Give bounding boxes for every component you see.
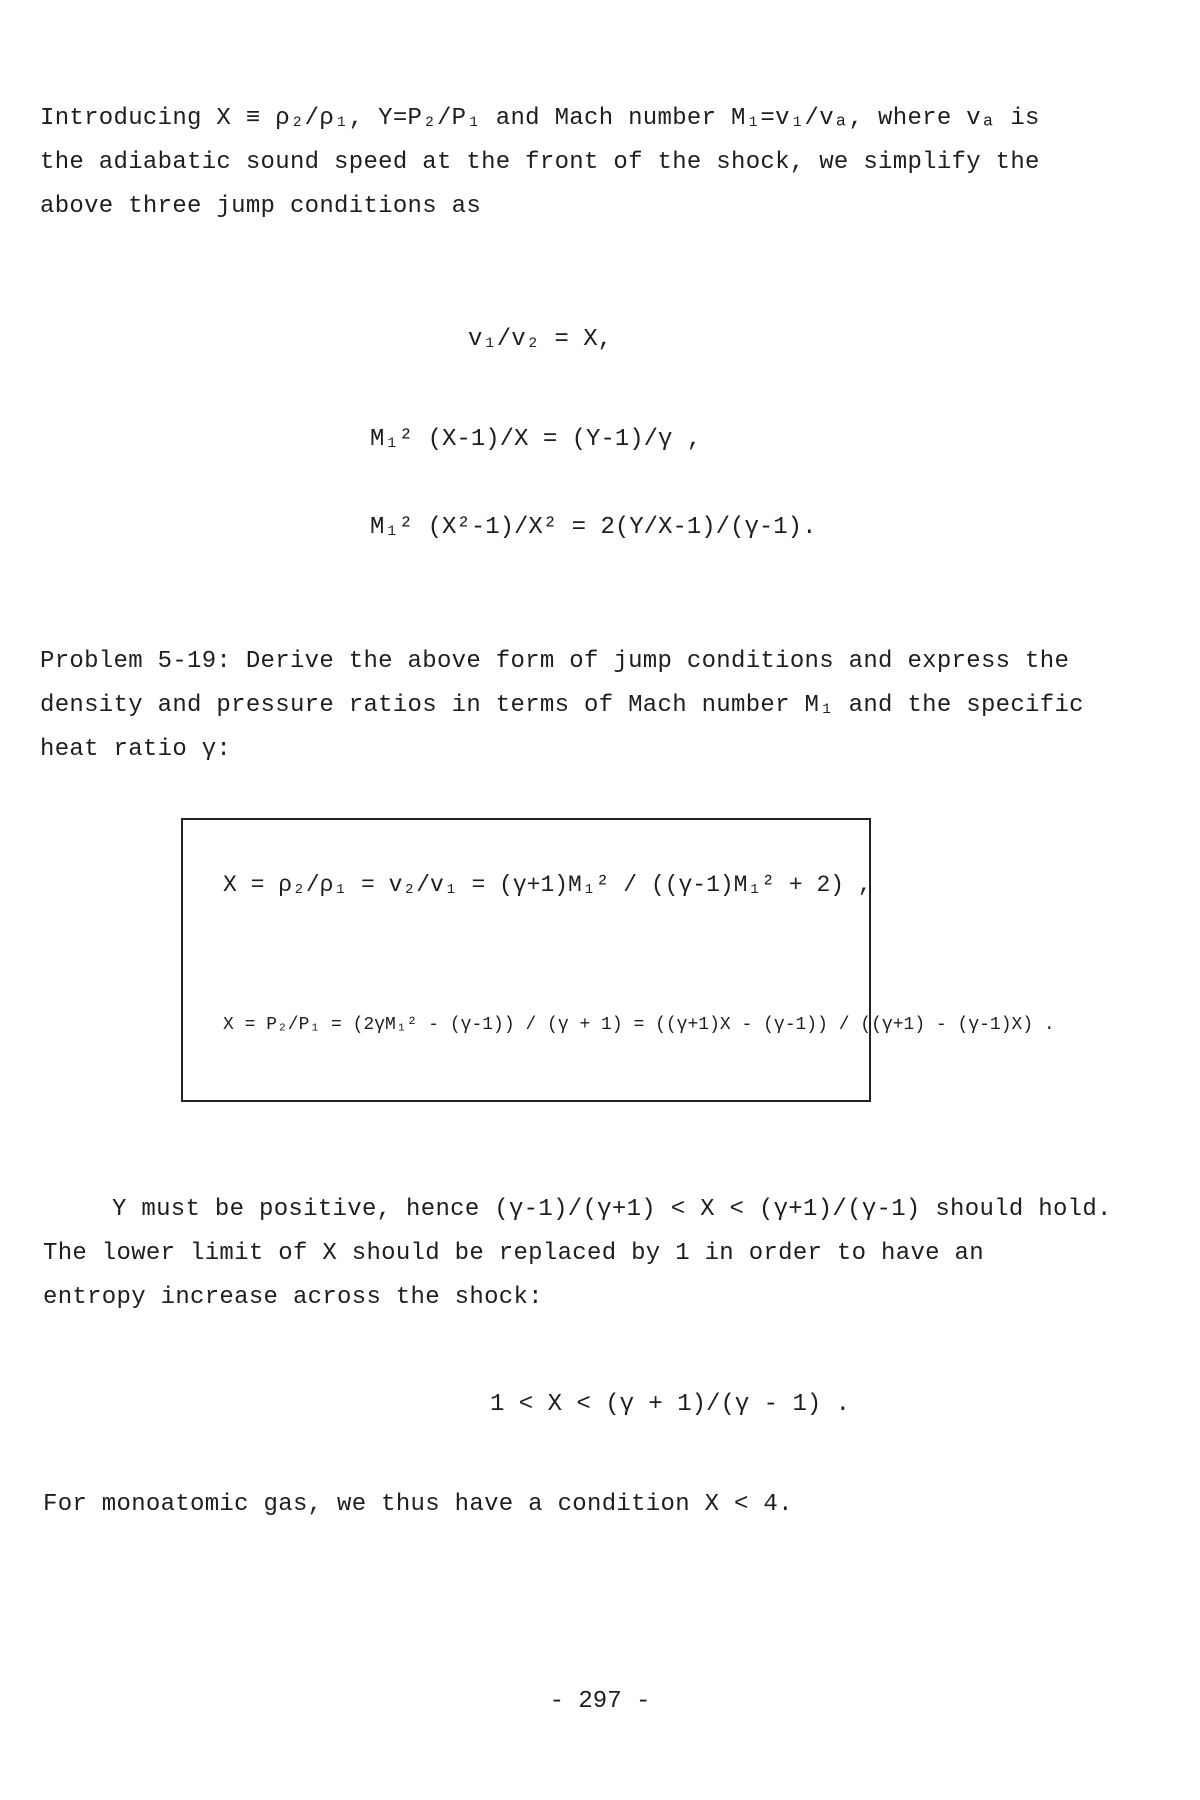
positivity-line-2: The lower limit of X should be replaced by 1 in order to have an (43, 1240, 984, 1267)
intro-line-2: the adiabatic sound speed at the front of the shock, we simplify the (40, 149, 1040, 176)
pressure-ratio-equation: X = P₂/P₁ = (2γM₁² - (γ-1)) / (γ + 1) = ((γ+1)X - (γ-1)) / ((γ+1) - (γ-1)X) . (223, 1015, 1055, 1035)
jump-equation-3: M₁² (X²-1)/X² = 2(Y/X-1)/(γ-1). (370, 514, 817, 541)
problem-line-3: heat ratio γ: (40, 736, 232, 763)
intro-line-1: Introducing X ≡ ρ₂/ρ₁, Y=P₂/P₁ and Mach number M₁=v₁/vₐ, where vₐ is (40, 105, 1040, 132)
jump-equation-1: v₁/v₂ = X, (468, 326, 613, 353)
result-box (181, 818, 1055, 1102)
positivity-line-1: Y must be positive, hence (γ-1)/(γ+1) < X < (γ+1)/(γ-1) should hold. (112, 1196, 1112, 1223)
jump-equation-2: M₁² (X-1)/X = (Y-1)/γ , (370, 426, 702, 453)
problem-line-2: density and pressure ratios in terms of Mach number M₁ and the specific (40, 692, 1084, 719)
problem-line-1: Problem 5-19: Derive the above form of jump conditions and express the (40, 648, 1070, 675)
intro-line-3: above three jump conditions as (40, 193, 482, 220)
density-ratio-equation: X = ρ₂/ρ₁ = v₂/v₁ = (γ+1)M₁² / ((γ-1)M₁² + 2) , (223, 872, 872, 898)
page-number: - 297 - (549, 1688, 651, 1715)
monoatomic-condition: For monoatomic gas, we thus have a condition X < 4. (43, 1491, 793, 1518)
positivity-line-3: entropy increase across the shock: (43, 1284, 543, 1311)
limit-inequality: 1 < X < (γ + 1)/(γ - 1) . (490, 1391, 851, 1418)
